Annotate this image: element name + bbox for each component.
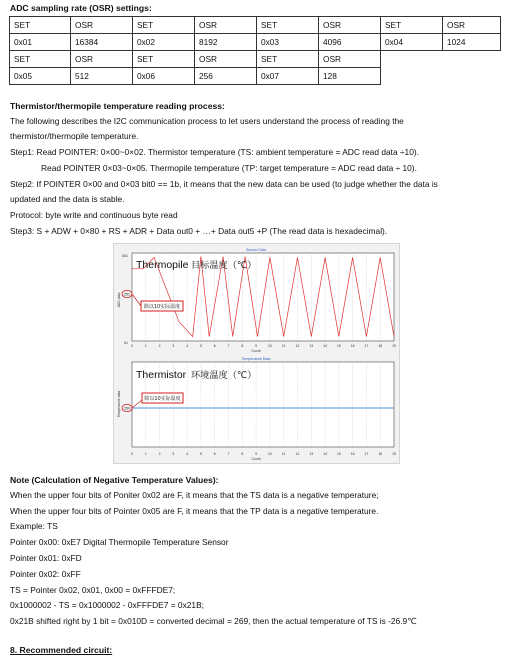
x-tick-label: 19 xyxy=(392,344,396,348)
table-cell: OSR xyxy=(71,51,133,68)
osr-section-title: ADC sampling rate (OSR) settings: xyxy=(10,3,152,13)
x-tick-label: 9 xyxy=(255,452,258,456)
x-tick-label: 6 xyxy=(213,344,216,348)
table-cell: OSR xyxy=(195,51,257,68)
x-tick-label: 18 xyxy=(378,344,383,348)
x-tick-label: 12 xyxy=(295,452,300,456)
note-line: Pointer 0x02: 0xFF xyxy=(10,569,81,579)
thermopile-marker-value: 251 xyxy=(124,292,130,297)
thermistor-annotation: 除以10实际温度 xyxy=(144,396,181,402)
bottom-y-axis-label: Temperature data xyxy=(117,390,121,418)
table-row xyxy=(10,34,501,51)
table-cell: 4096 xyxy=(319,34,381,51)
note-line: 0x1000002 - TS = 0x1000002 - 0xFFFDE7 = 0x21B; xyxy=(10,600,204,610)
table-cell: OSR xyxy=(443,17,501,34)
table-cell: 0x05 xyxy=(10,68,71,85)
x-tick-label: 7 xyxy=(227,452,230,456)
x-tick-label: 16 xyxy=(350,452,355,456)
table-cell: 128 xyxy=(319,68,381,85)
sensor-data-figure xyxy=(113,243,400,464)
x-tick-label: 7 xyxy=(227,344,230,348)
x-tick-label: 5 xyxy=(200,344,202,348)
step1-line: Step1: Read POINTER: 0×00~0×02. Thermistor temperature (TS: ambient temperature = ADC read data ÷10). xyxy=(10,147,419,157)
table-cell: 8192 xyxy=(195,34,257,51)
x-tick-label: 5 xyxy=(200,452,202,456)
x-tick-label: 11 xyxy=(281,452,286,456)
x-tick-label: 9 xyxy=(255,344,258,348)
x-tick-label: 4 xyxy=(186,344,189,348)
x-tick-label: 17 xyxy=(364,452,369,456)
thermistor-label: Thermistor xyxy=(136,369,187,381)
note-line: TS = Pointer 0x02, 0x01, 0x00 = 0xFFFDE7; xyxy=(10,585,176,595)
x-tick-label: 13 xyxy=(309,344,314,348)
protocol-line: Protocol: byte write and continuous byte read xyxy=(10,210,178,220)
x-tick-label: 12 xyxy=(295,344,300,348)
table-cell: 0x04 xyxy=(381,34,443,51)
bottom-x-tick-labels xyxy=(131,452,396,456)
sensor-charts-svg xyxy=(114,244,399,463)
x-tick-label: 17 xyxy=(364,344,369,348)
table-cell: OSR xyxy=(319,17,381,34)
x-tick-label: 18 xyxy=(378,452,383,456)
top-y-min-label: 51 xyxy=(124,341,128,345)
note-line: Pointer 0x00: 0xE7 Digital Thermopile Temperature Sensor xyxy=(10,537,229,547)
x-tick-label: 2 xyxy=(158,452,161,456)
thermistor-label-cn: 环境温度（℃） xyxy=(191,370,257,381)
x-tick-label: 2 xyxy=(158,344,161,348)
top-chart-header: Sensor Data xyxy=(246,248,266,252)
x-tick-label: 0 xyxy=(131,452,133,456)
x-tick-label: 15 xyxy=(336,344,341,348)
table-cell: 1024 xyxy=(443,34,501,51)
x-tick-label: 3 xyxy=(172,452,175,456)
table-cell: 0x01 xyxy=(10,34,71,51)
table-cell: 0x02 xyxy=(133,34,195,51)
x-tick-label: 4 xyxy=(186,452,189,456)
thermopile-label-cn: 目标温度（℃） xyxy=(191,260,257,271)
step2-continuation: updated and the data is stable. xyxy=(10,194,125,204)
x-tick-label: 1 xyxy=(144,344,147,348)
x-tick-label: 19 xyxy=(392,452,396,456)
table-cell: SET xyxy=(257,17,319,34)
x-tick-label: 3 xyxy=(172,344,175,348)
note-line: When the upper four bits of Poniter 0x02 are F, it means that the TS data is a negative temperature; xyxy=(10,490,379,500)
bottom-x-axis-label: Count xyxy=(251,457,261,461)
table-cell-empty xyxy=(381,68,443,85)
step1-subline: Read POINTER 0×03~0×05. Thermopile temperature (TP: target temperature = ADC read data ÷ 10). xyxy=(41,163,417,173)
top-x-axis-label: Count xyxy=(251,349,261,353)
table-cell: SET xyxy=(133,51,195,68)
table-cell: SET xyxy=(257,51,319,68)
x-tick-label: 10 xyxy=(268,344,272,348)
top-y-max-label: 551 xyxy=(122,254,128,258)
x-tick-label: 6 xyxy=(213,452,216,456)
thermopile-label: Thermopile xyxy=(136,259,189,271)
osr-table xyxy=(9,16,501,85)
table-row xyxy=(10,51,501,68)
recommended-circuit-heading: 8. Recommended circuit: xyxy=(10,645,113,655)
table-cell: OSR xyxy=(195,17,257,34)
x-tick-label: 1 xyxy=(144,452,147,456)
table-cell-empty xyxy=(443,51,501,68)
x-tick-label: 11 xyxy=(281,344,286,348)
table-cell: SET xyxy=(10,51,71,68)
x-tick-label: 13 xyxy=(309,452,314,456)
table-cell-empty xyxy=(381,51,443,68)
step2-line: Step2: If POINTER 0×00 and 0×03 bit0 == 1b, it means that the new data can be used (to judge whether the data is xyxy=(10,179,438,189)
paragraph-line: The following describes the I2C communication process to let users understand the process of reading the xyxy=(10,116,404,126)
x-tick-label: 15 xyxy=(336,452,341,456)
bottom-chart-header: Temperature Data xyxy=(241,357,271,361)
table-cell: 0x03 xyxy=(257,34,319,51)
x-tick-label: 14 xyxy=(323,344,327,348)
x-tick-label: 0 xyxy=(131,344,133,348)
note-line: Pointer 0x01: 0xFD xyxy=(10,553,82,563)
x-tick-label: 8 xyxy=(241,452,244,456)
table-cell: 512 xyxy=(71,68,133,85)
note-line: When the upper four bits of Pointer 0x05 are F, it means that the TP data is a negative temperature. xyxy=(10,506,379,516)
table-cell-empty xyxy=(443,68,501,85)
reading-section-title: Thermistor/thermopile temperature reading process: xyxy=(10,101,225,111)
step3-line: Step3: S + ADW + 0×80 + RS + ADR + Data out0 + …+ Data out5 +P (The read data is hexadecimal). xyxy=(10,226,388,236)
table-row xyxy=(10,68,501,85)
note-line: Example: TS xyxy=(10,521,58,531)
x-tick-label: 8 xyxy=(241,344,244,348)
x-tick-label: 14 xyxy=(323,452,327,456)
table-cell: 0x06 xyxy=(133,68,195,85)
table-row xyxy=(10,17,501,34)
table-cell: 16384 xyxy=(71,34,133,51)
paragraph-line: thermistor/thermopile temperature. xyxy=(10,131,139,141)
note-line: 0x21B shifted right by 1 bit = 0x010D = converted decimal = 269, then the actual temperature of TS is -26.9℃ xyxy=(10,616,417,626)
table-cell: OSR xyxy=(319,51,381,68)
x-tick-label: 10 xyxy=(268,452,272,456)
table-cell: SET xyxy=(133,17,195,34)
table-cell: 0x07 xyxy=(257,68,319,85)
top-y-axis-label: ADC data xyxy=(117,292,121,308)
x-tick-label: 16 xyxy=(350,344,355,348)
table-cell: SET xyxy=(10,17,71,34)
table-cell: OSR xyxy=(71,17,133,34)
thermistor-marker-value: 250 xyxy=(124,406,130,411)
table-cell: 256 xyxy=(195,68,257,85)
thermopile-annotation: 除以10实际温度 xyxy=(143,304,181,310)
note-section-title: Note (Calculation of Negative Temperature Values): xyxy=(10,475,219,485)
top-x-tick-labels xyxy=(131,344,396,348)
table-cell: SET xyxy=(381,17,443,34)
